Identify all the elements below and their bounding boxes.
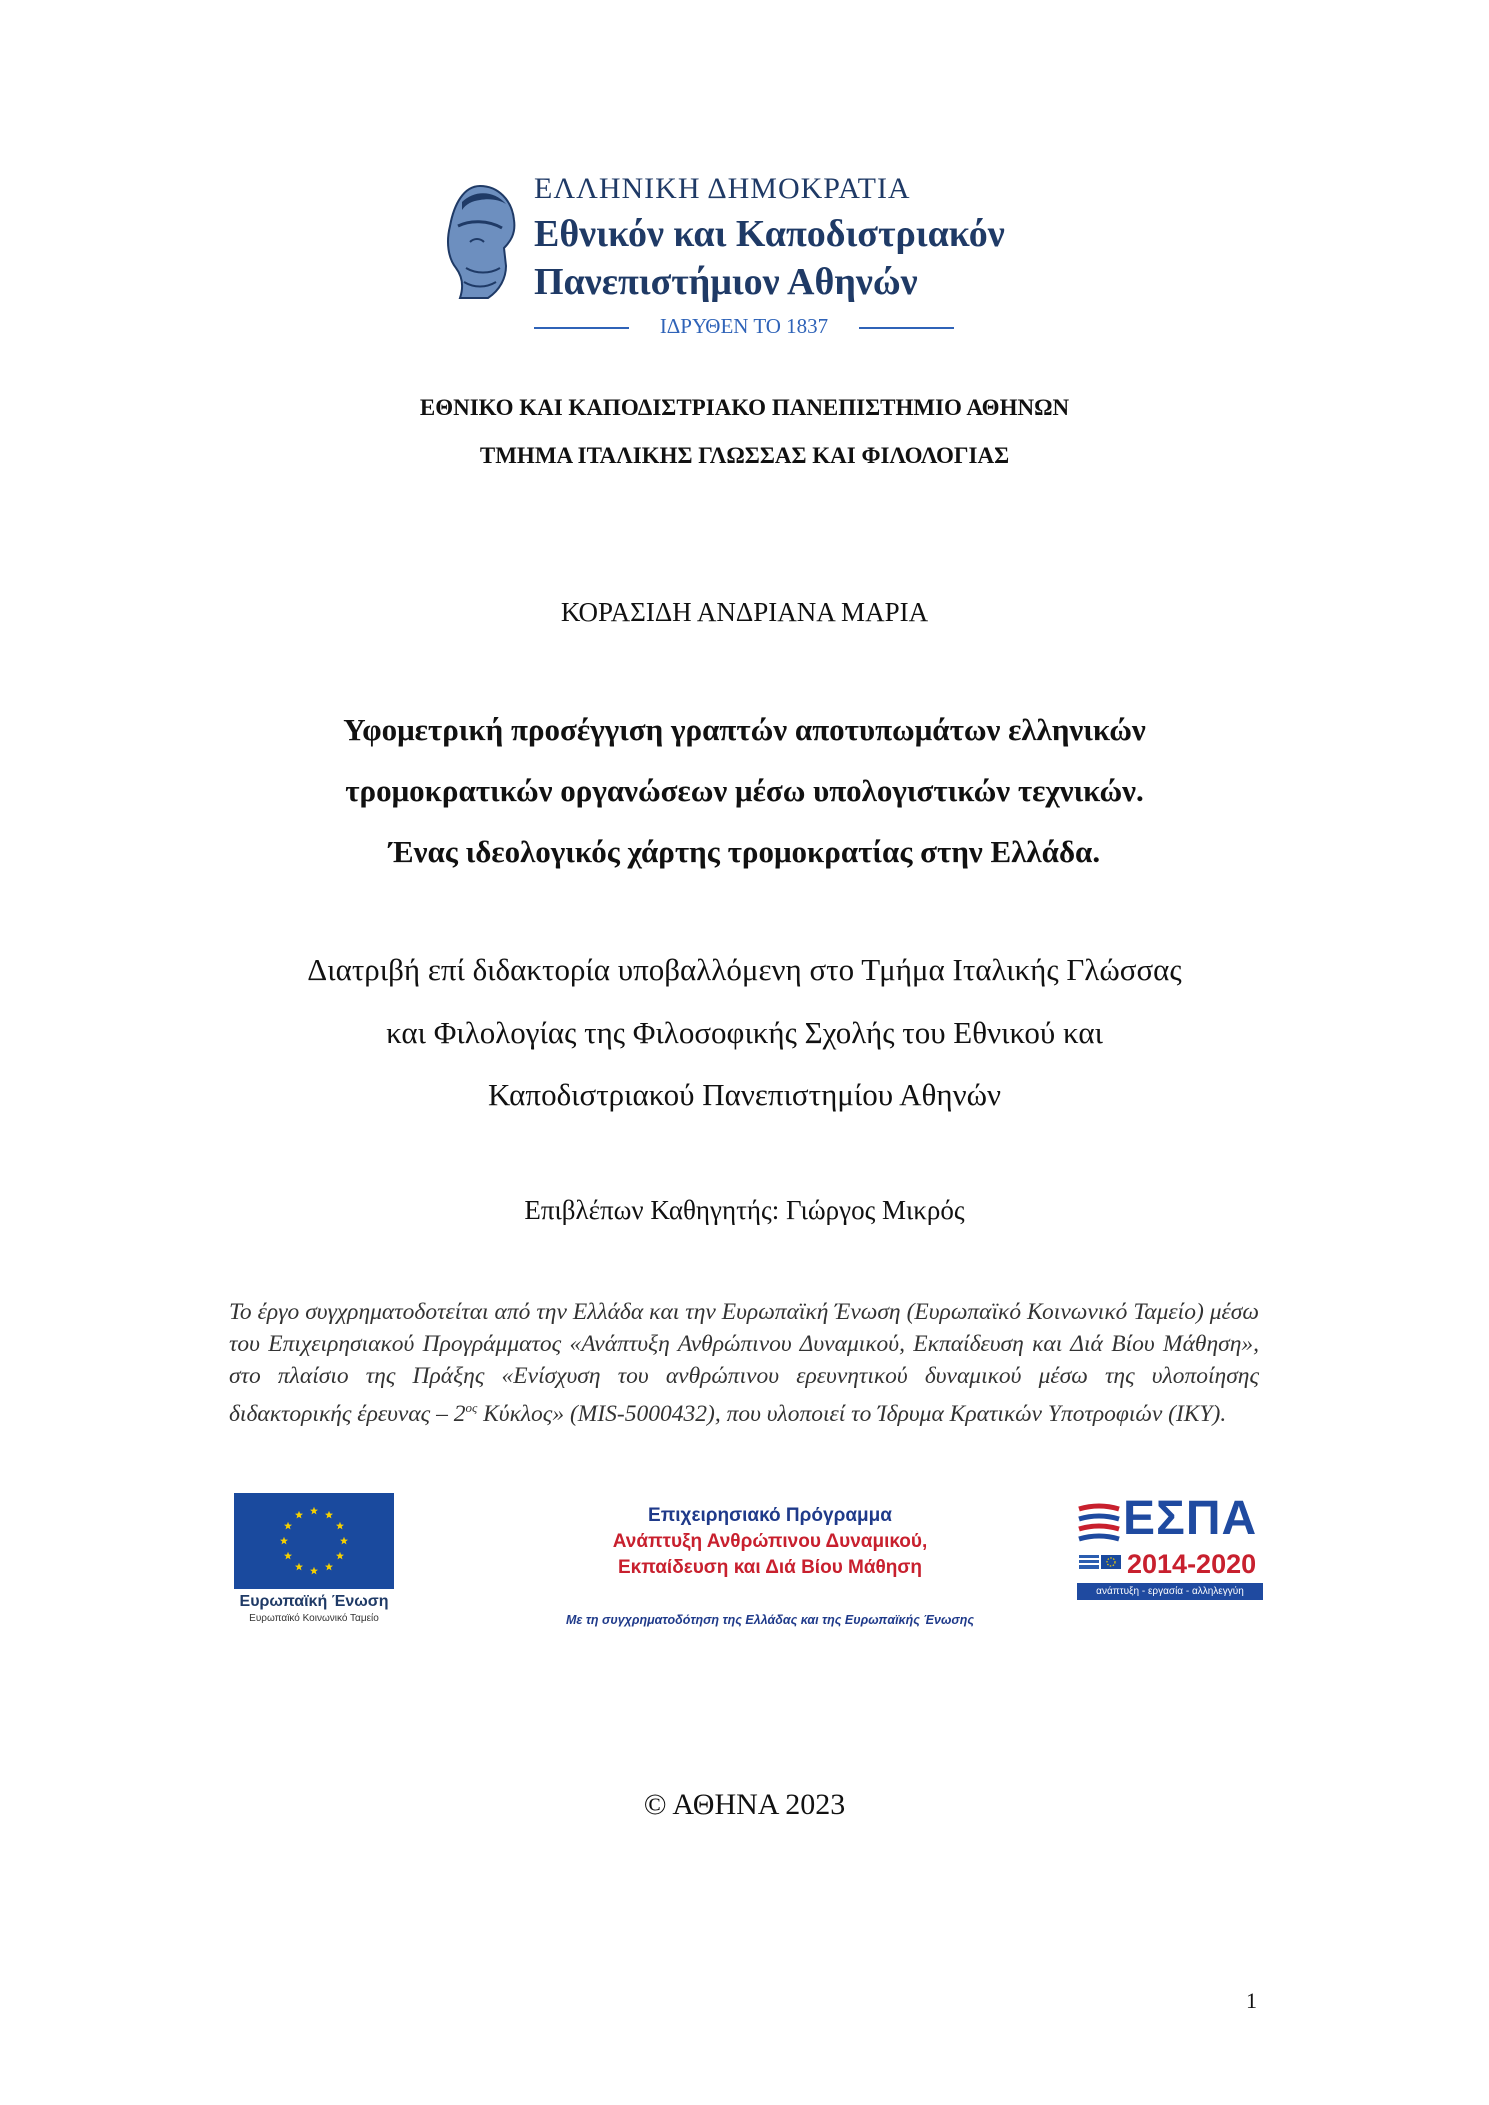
- eu-star-icon: [336, 1552, 344, 1560]
- logo-right-rule: [859, 327, 954, 329]
- funding-superscript: ος: [465, 1400, 478, 1415]
- espa-tagline: ανάπτυξη - εργασία - αλληλεγγύη: [1077, 1583, 1263, 1600]
- op-logo-line2: Ανάπτυξη Ανθρώπινου Δυναμικού,: [612, 1531, 928, 1552]
- logo-republic-text: ΕΛΛΗΝΙΚΗ ΔΗΜΟΚΡΑΤΙΑ: [534, 172, 911, 205]
- thesis-description-line3: Καποδιστριακού Πανεπιστημίου Αθηνών: [487, 1077, 1002, 1112]
- thesis-description-line1: Διατριβή επί διδακτορία υποβαλλόμενη στο Τμήμα Ιταλικής Γλώσσας: [307, 952, 1182, 987]
- university-heading: ΕΘΝΙΚΟ ΚΑΙ ΚΑΠΟΔΙΣΤΡΙΑΚΟ ΠΑΝΕΠΙΣΤΗΜΙΟ ΑΘΗΝΩΝ: [419, 395, 1070, 420]
- eu-stars: [234, 1493, 394, 1589]
- eu-logo-label: Ευρωπαϊκή Ένωση: [239, 1593, 389, 1610]
- eu-star-icon: [310, 1507, 318, 1515]
- eu-star-icon: [284, 1552, 292, 1560]
- thesis-title-line3: Ένας ιδεολογικός χάρτης τρομοκρατίας στην Ελλάδα.: [388, 834, 1101, 869]
- athena-head-icon: [440, 182, 520, 304]
- eu-star-icon: [340, 1537, 348, 1545]
- op-logo-line3: Εκπαίδευση και Διά Βίου Μάθηση: [617, 1557, 923, 1578]
- thesis-title-line2: τρομοκρατικών οργανώσεων μέσω υπολογιστικών τεχνικών.: [345, 773, 1144, 808]
- espa-years: 2014-2020: [1127, 1549, 1257, 1579]
- eu-star-icon: [336, 1522, 344, 1530]
- supervisor: Επιβλέπων Καθηγητής: Γιώργος Μικρός: [524, 1195, 965, 1225]
- funding-statement: [229, 1296, 1259, 1430]
- department-heading: ΤΜΗΜΑ ΙΤΑΛΙΚΗΣ ΓΛΩΣΣΑΣ ΚΑΙ ΦΙΛΟΛΟΓΙΑΣ: [479, 443, 1010, 468]
- logo-founded-row: [534, 312, 954, 342]
- eu-logo-sublabel: Ευρωπαϊκό Κοινωνικό Ταμείο: [249, 1613, 379, 1624]
- eu-logo: [234, 1493, 394, 1628]
- espa-word: ΕΣΠΑ: [1123, 1492, 1258, 1545]
- logo-founded-text: ΙΔΡΥΘΕΝ ΤΟ 1837: [659, 314, 829, 338]
- eu-star-icon: [295, 1511, 303, 1519]
- op-logo-footer: Με τη συγχρηματοδότηση της Ελλάδας και της Ευρωπαϊκής Ένωσης: [565, 1613, 975, 1627]
- espa-stripes-icon: [1077, 1503, 1121, 1549]
- eu-flag-icon: [234, 1493, 394, 1589]
- eu-star-icon: [325, 1563, 333, 1571]
- eu-star-icon: [310, 1567, 318, 1575]
- page-number: 1: [1246, 1988, 1257, 2013]
- thesis-title-line1: Υφομετρική προσέγγιση γραπτών αποτυπωμάτων ελληνικών: [343, 712, 1146, 747]
- funding-text-after: Κύκλος» (MIS-5000432), που υλοποιεί το Ίδρυμα Κρατικών Υποτροφιών (ΙΚΥ).: [477, 1400, 1227, 1427]
- greek-eu-flags-icon: [1079, 1555, 1123, 1573]
- eu-star-icon: [325, 1511, 333, 1519]
- espa-logo: [1077, 1492, 1267, 1600]
- funding-text-before: Το έργο συγχρηματοδοτείται από την Ελλάδα και την Ευρωπαϊκή Ένωση (Ευρωπαϊκό Κοινωνικό Ταμείο) μέσω του Επιχειρησιακού Προγράμματος «Ανάπτυξη Ανθρώπινου Δυναμικού, Εκπαίδευση και Διά Βίου Μάθηση», στο πλαίσιο της Πράξης «Ενίσχυση του ανθρώπινου ερευνητικού δυναμικού μέσω της υλοποίησης διδακτορικής έρευνας – 2: [229, 1299, 1259, 1427]
- operational-programme-logo: [500, 1505, 1040, 1635]
- university-logo: [440, 172, 1060, 342]
- thesis-description-line2: και Φιλολογίας της Φιλοσοφικής Σχολής του Εθνικού και: [386, 1015, 1103, 1050]
- eu-star-icon: [295, 1563, 303, 1571]
- eu-star-icon: [280, 1537, 288, 1545]
- eu-star-icon: [284, 1522, 292, 1530]
- author-name: ΚΟΡΑΣΙΔΗ ΑΝΔΡΙΑΝΑ ΜΑΡΙΑ: [560, 597, 929, 627]
- logo-university-name-line1: Εθνικόν και Καποδιστριακόν: [534, 213, 1005, 255]
- logo-university-name-line2: Πανεπιστήμιον Αθηνών: [534, 261, 918, 303]
- op-logo-title: Επιχειρησιακό Πρόγραμμα: [648, 1505, 892, 1526]
- copyright-line: © ΑΘΗΝΑ 2023: [643, 1788, 846, 1821]
